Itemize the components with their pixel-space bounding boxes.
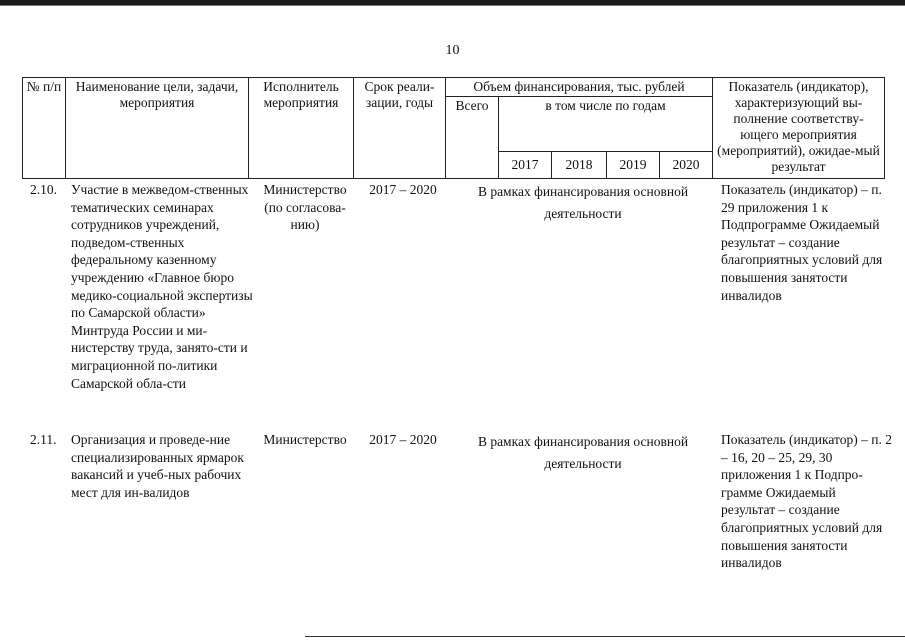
- scan-bottom-edge: [305, 636, 905, 637]
- header-total: Всего: [446, 97, 499, 179]
- header-num: № п/п: [23, 78, 66, 179]
- header-name: Наименование цели, задачи, мероприятия: [66, 78, 249, 179]
- header-indicator: Показатель (индикатор), характеризующий вы-полнение соответству-ющего мероприятия (мероприятий), ожидае-мый результат: [713, 78, 885, 179]
- row-indicator: Показатель (индикатор) – п. 29 приложения 1 к Подпрограмме Ожидаемый результат – создание благоприятных условий для повышения занятости инвалидов: [721, 182, 883, 303]
- page-number: 10: [445, 43, 460, 58]
- header-year-2019: 2019: [607, 152, 660, 179]
- row-activity-name: Организация и проведе-ние специализированных ярмарок вакансий и учеб-ных рабочих мест для ин-валидов: [71, 432, 244, 500]
- header-year-2017: 2017: [499, 152, 552, 179]
- row-term: 2017 – 2020: [369, 432, 437, 447]
- row-indicator: Показатель (индикатор) – п. 2 – 16, 20 – 25, 29, 30 приложения 1 к Подпро-грамме Ожидаемый результат – создание благоприятных условий для повышения занятости инвалидов: [721, 432, 892, 571]
- row-number: 2.10.: [30, 182, 57, 197]
- header-by-years: в том числе по годам: [499, 97, 713, 152]
- table-header: [22, 77, 885, 179]
- row-activity-name: Участие в межведом-ственных тематических семинарах сотрудников учреждений, подведом-ственных федеральному казенному учреждению «Главное бюро медико-социальной экспертизы по Самарской области» Минтруда России и ми-нистерству труда, занято-сти и миграционной по-литики Самарской обла-сти: [71, 182, 253, 391]
- header-funding: Объем финансирования, тыс. рублей: [446, 78, 713, 97]
- row-executor: Министерство: [263, 432, 347, 447]
- row-funding: В рамках финансирования основной деятельности: [477, 184, 689, 221]
- row-number: 2.11.: [30, 432, 57, 447]
- row-funding: В рамках финансирования основной деятельности: [477, 434, 689, 471]
- row-term: 2017 – 2020: [369, 182, 437, 197]
- scan-top-edge-line: [0, 5, 905, 6]
- header-executor: Исполнитель мероприятия: [249, 78, 354, 179]
- row-executor: Министерство (по согласова-нию): [263, 182, 347, 233]
- header-term: Срок реали-зации, годы: [354, 78, 446, 179]
- header-year-2018: 2018: [552, 152, 607, 179]
- header-year-2020: 2020: [660, 152, 713, 179]
